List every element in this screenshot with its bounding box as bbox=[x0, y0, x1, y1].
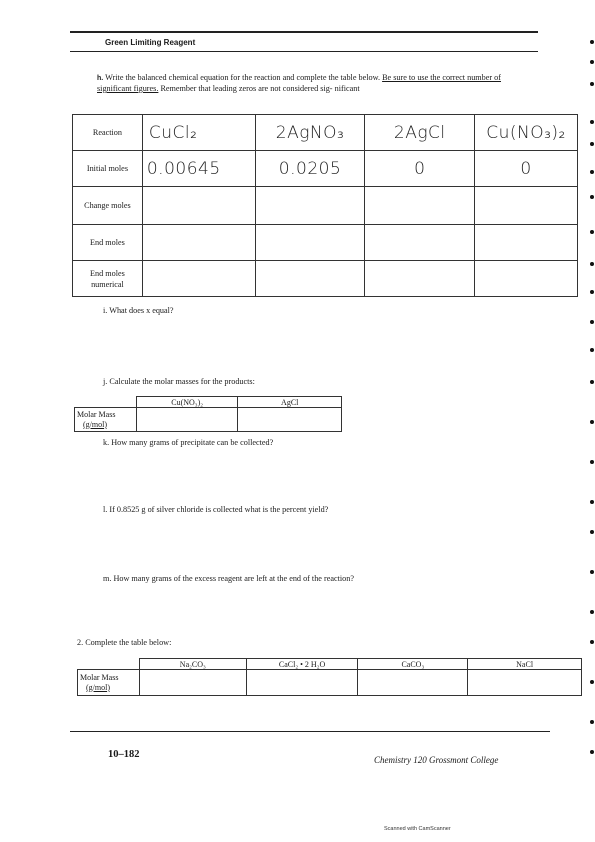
endnum-cell-agno3[interactable] bbox=[255, 261, 365, 297]
question-k-text: How many grams of precipitate can be collected? bbox=[111, 438, 274, 447]
end-moles-row bbox=[73, 225, 578, 261]
question-m bbox=[103, 574, 354, 584]
header-cacl2-2h2o: CaCl₂ • 2 H₂O bbox=[246, 659, 358, 670]
end-moles-numerical-row bbox=[73, 261, 578, 297]
molar-mass-label-q2-2: (g/mol) bbox=[86, 682, 110, 692]
question-j bbox=[103, 377, 255, 387]
question-m-letter: m. bbox=[103, 574, 112, 583]
change-cell-cucl2[interactable] bbox=[142, 187, 255, 225]
change-cell-agno3[interactable] bbox=[255, 187, 365, 225]
molar-mass-products-table bbox=[74, 396, 342, 432]
mm-cell-cacl2-2h2o[interactable] bbox=[246, 670, 358, 696]
question-h bbox=[97, 73, 517, 94]
end-cell-agcl[interactable] bbox=[365, 225, 475, 261]
reaction-table bbox=[72, 114, 578, 297]
question-m-text: How many grams of the excess reagent are left at the end of the reaction? bbox=[113, 574, 354, 583]
question-2 bbox=[77, 638, 171, 648]
molar-mass-compounds-table bbox=[77, 658, 582, 696]
row-label-initial-moles: Initial moles bbox=[73, 151, 143, 187]
question-i-text: What does x equal? bbox=[109, 306, 174, 315]
change-cell-agcl[interactable] bbox=[365, 187, 475, 225]
question-h-underlined: Be sure to use the correct number of significant figures. bbox=[97, 73, 501, 93]
change-cell-cuno32[interactable] bbox=[475, 187, 578, 225]
molar-mass-label-q2-1: Molar Mass bbox=[80, 672, 119, 682]
endnum-cell-cuno32[interactable] bbox=[475, 261, 578, 297]
reaction-cell-agcl[interactable]: 2AgCl bbox=[365, 115, 475, 151]
reaction-cell-cucl2[interactable]: CuCl₂ bbox=[142, 115, 255, 151]
change-moles-row bbox=[73, 187, 578, 225]
mm-cell-agcl[interactable] bbox=[238, 408, 342, 432]
endnum-cell-cucl2[interactable] bbox=[142, 261, 255, 297]
binding-edge-dots bbox=[587, 30, 595, 790]
molar-mass-label bbox=[75, 408, 137, 432]
page-header-title: Green Limiting Reagent bbox=[105, 38, 196, 47]
question-l bbox=[103, 505, 328, 515]
question-j-letter: j. bbox=[103, 377, 108, 386]
question-2-number: 2. bbox=[77, 638, 84, 647]
endnum-cell-agcl[interactable] bbox=[365, 261, 475, 297]
question-k-letter: k. bbox=[103, 438, 110, 447]
end-cell-cuno32[interactable] bbox=[475, 225, 578, 261]
initial-cell-cucl2[interactable]: 0.00645 bbox=[142, 151, 255, 187]
row-label-reaction: Reaction bbox=[73, 115, 143, 151]
question-i bbox=[103, 306, 174, 316]
header-agcl: AgCl bbox=[238, 397, 342, 408]
question-l-text: If 0.8525 g of silver chloride is collected what is the percent yield? bbox=[109, 505, 329, 514]
mm-corner-cell bbox=[75, 397, 137, 408]
reaction-cell-agno3[interactable]: 2AgNO₃ bbox=[255, 115, 365, 151]
header-bottom-rule bbox=[70, 51, 538, 52]
molar-mass-label-2: (g/mol) bbox=[83, 419, 107, 429]
end-cell-agno3[interactable] bbox=[255, 225, 365, 261]
header-nacl: NaCl bbox=[468, 659, 582, 670]
question-2-text: Complete the table below: bbox=[85, 638, 172, 647]
question-j-text: Calculate the molar masses for the products: bbox=[109, 377, 255, 386]
header-na2co3: Na₂CO₃ bbox=[139, 659, 246, 670]
question-h-text: Write the balanced chemical equation for the reaction and complete the table below. bbox=[105, 73, 381, 82]
question-h-text-after: Remember that leading zeros are not considered sig- bbox=[160, 84, 333, 93]
mm-cell-nacl[interactable] bbox=[468, 670, 582, 696]
question-k bbox=[103, 438, 273, 448]
header-caco3: CaCO₃ bbox=[358, 659, 468, 670]
course-name: Chemistry 120 Grossmont College bbox=[374, 755, 499, 765]
molar-mass-label-q2 bbox=[78, 670, 140, 696]
reaction-cell-cuno32[interactable]: Cu(NO₃)₂ bbox=[475, 115, 578, 151]
footer-rule bbox=[70, 731, 550, 732]
initial-moles-row bbox=[73, 151, 578, 187]
end-cell-cucl2[interactable] bbox=[142, 225, 255, 261]
molar-mass-label-1: Molar Mass bbox=[77, 409, 116, 419]
initial-cell-cuno32[interactable]: 0 bbox=[475, 151, 578, 187]
question-h-letter: h. bbox=[97, 75, 104, 82]
page-number: 10–182 bbox=[108, 749, 140, 760]
reaction-row bbox=[73, 115, 578, 151]
mm-cell-na2co3[interactable] bbox=[139, 670, 246, 696]
initial-cell-agcl[interactable]: 0 bbox=[365, 151, 475, 187]
question-l-letter: l. bbox=[103, 505, 108, 514]
header-cuno32: Cu(NO₃)₂ bbox=[136, 397, 238, 408]
initial-cell-agno3[interactable]: 0.0205 bbox=[255, 151, 365, 187]
row-label-end-moles: End moles bbox=[73, 225, 143, 261]
question-i-letter: i. bbox=[103, 306, 108, 315]
question-h-line3: nificant bbox=[334, 84, 360, 93]
mm-cell-cuno32[interactable] bbox=[136, 408, 238, 432]
header-top-rule bbox=[70, 31, 538, 33]
row-label-change-moles: Change moles bbox=[73, 187, 143, 225]
mm2-corner-cell bbox=[78, 659, 140, 670]
mm-cell-caco3[interactable] bbox=[358, 670, 468, 696]
scanner-watermark: Scanned with CamScanner bbox=[384, 826, 451, 832]
row-label-end-moles-numerical: End moles numerical bbox=[73, 261, 143, 297]
